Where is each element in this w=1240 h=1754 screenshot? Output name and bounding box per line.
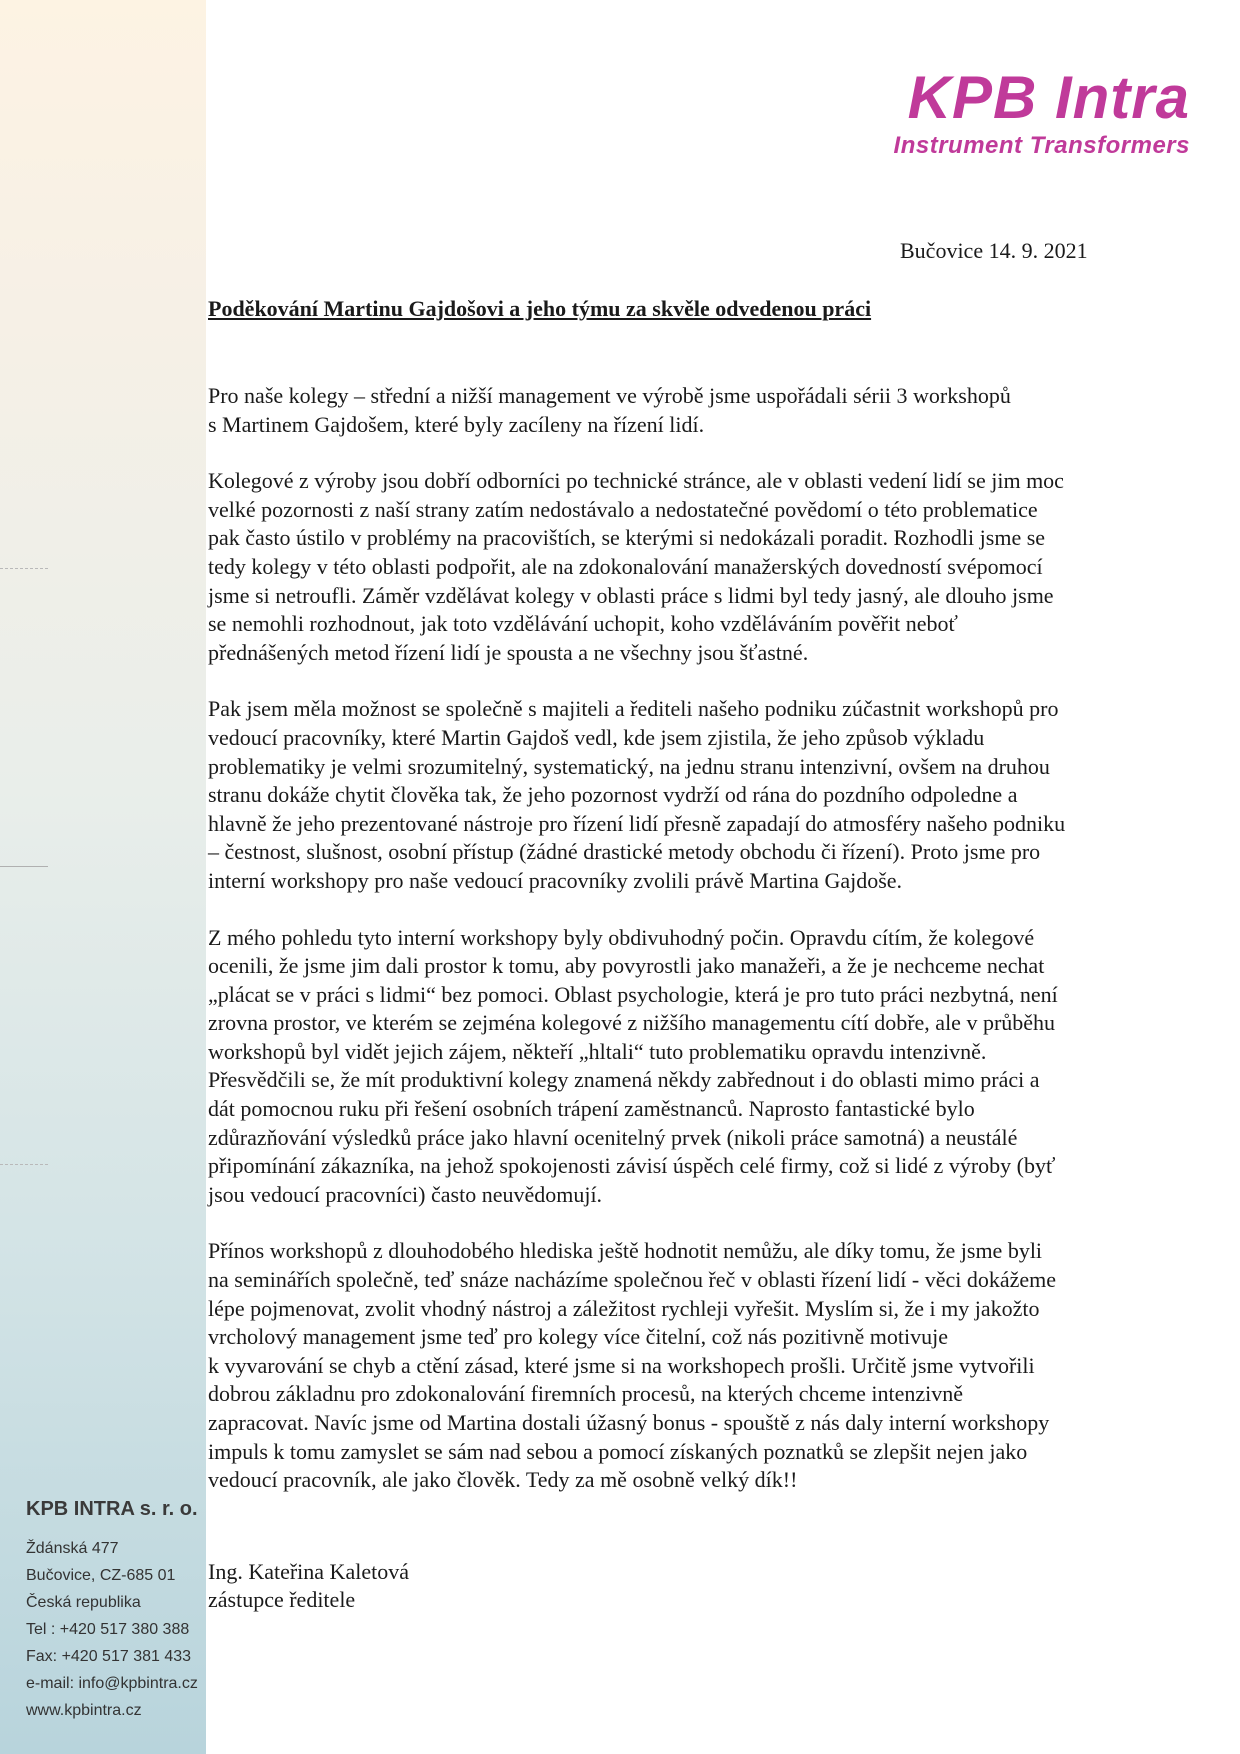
text-line: zdůrazňování výsledků práce jako hlavní ocenitelný prvek (nikoli práce samotná) a neustálé bbox=[208, 1124, 1018, 1150]
letter-date: Bučovice 14. 9. 2021 bbox=[900, 238, 1088, 263]
text-line: „plácat se v práci s lidmi“ bez pomoci. Oblast psychologie, která je pro tuto práci nezbytná, není bbox=[208, 981, 1058, 1007]
email: e-mail: info@kpbintra.cz bbox=[26, 1675, 198, 1692]
punch-mark bbox=[0, 866, 48, 867]
text-line: vedoucí pracovníky, které Martin Gajdoš vedl, kde jsem zjistila, že jeho způsob výkladu bbox=[208, 724, 985, 750]
text-line: interní workshopy pro naše vedoucí pracovníky zvolili právě Martina Gajdoše. bbox=[208, 867, 903, 893]
paragraph bbox=[208, 382, 1198, 439]
text-line: Pak jsem měla možnost se společně s majiteli a řediteli našeho podniku zúčastnit workshopů pro bbox=[208, 696, 1059, 722]
text-line: k vyvarování se chyb a ctění zásad, které jsme si na workshopech prošli. Určitě jsme vytvořili bbox=[208, 1352, 1035, 1378]
logo-subtitle: Instrument Transformers bbox=[893, 132, 1190, 159]
text-line: připomínání zákazníka, na jehož spokojenosti závisí úspěch celé firmy, což si lidé z výroby (byť bbox=[208, 1153, 1056, 1179]
text-line: Kolegové z výroby jsou dobří odborníci po technické stránce, ale v oblasti vedení lidí se jim moc bbox=[208, 468, 1064, 494]
text-line: se nemohli rozhodnout, jak toto vzdělávání uchopit, koho vzděláváním pověřit neboť bbox=[208, 611, 958, 637]
text-line: hlavně že jeho prezentované nástroje pro řízení lidí přesně zapadají do atmosféry našeho podniku bbox=[208, 810, 1066, 836]
text-line: Pro naše kolegy – střední a nižší management ve výrobě jsme uspořádali sérii 3 workshopů bbox=[208, 383, 1011, 408]
company-contact bbox=[26, 1498, 201, 1724]
signatory-role: zástupce ředitele bbox=[208, 1587, 356, 1612]
text-line: stranu dokáže chytit člověka tak, že jeho pozornost vydrží od rána do pozdního odpoledne a bbox=[208, 782, 1018, 808]
text-line: impuls k tomu zamyslet se sám nad sebou a pomocí získaných poznatků se zlepšit nejen jako bbox=[208, 1438, 1028, 1464]
text-line: dát pomocnou ruku při řešení osobních trápení zaměstnanců. Naprosto fantastické bylo bbox=[208, 1096, 975, 1122]
text-line: přednášených metod řízení lidí je spousta a ne všechny jsou šťastné. bbox=[208, 639, 809, 665]
paragraph bbox=[208, 924, 1198, 1210]
company-name: KPB INTRA s. r. o. bbox=[26, 1498, 198, 1520]
fax: Fax: +420 517 381 433 bbox=[26, 1648, 192, 1665]
phone: Tel : +420 517 380 388 bbox=[26, 1621, 190, 1638]
signatory-name: Ing. Kateřina Kaletová bbox=[208, 1559, 409, 1584]
text-line: zrovna prostor, ve kterém se zejména kolegové z nižšího managementu cítí dobře, ale v průběhu bbox=[208, 1010, 1056, 1036]
logo-title: KPB Intra bbox=[907, 64, 1190, 131]
fold-mark bbox=[0, 568, 48, 569]
text-line: Přesvědčili se, že mít produktivní kolegy znamená někdy zabřednout i do oblasti mimo práci a bbox=[208, 1067, 1040, 1093]
text-line: lépe pojmenovat, zvolit vhodný nástroj a záležitost rychleji vyřešit. Myslím si, že i my jakožto bbox=[208, 1295, 1040, 1321]
text-line: vedoucí pracovník, ale jako člověk. Tedy za mě osobně velký dík!! bbox=[208, 1467, 798, 1493]
address-country: Česká republika bbox=[26, 1594, 141, 1611]
text-line: jsou vedoucí pracovníci) často neuvědomují. bbox=[208, 1181, 603, 1207]
address-street: Ždánská 477 bbox=[26, 1540, 119, 1557]
text-line: – čestnost, slušnost, osobní přístup (žádné drastické metody obchodu či řízení). Proto jsme pro bbox=[208, 839, 1041, 865]
text-line: Z mého pohledu tyto interní workshopy byly obdivuhodný počin. Opravdu cítím, že kolegové bbox=[208, 924, 1035, 950]
text-line: tedy kolegy v této oblasti podpořit, ale na zdokonalování manažerských dovedností svépomocí bbox=[208, 553, 1043, 579]
text-line: jsme si netroufli. Záměr vzdělávat kolegy v oblasti práce s lidmi byl tedy jasný, ale dlouho jsme bbox=[208, 582, 1054, 608]
letter-heading: Poděkování Martinu Gajdošovi a jeho týmu za skvěle odvedenou práci bbox=[208, 296, 872, 321]
paragraph bbox=[208, 695, 1198, 895]
text-line: velké pozornosti z naší strany zatím nedostávalo a nedostatečné povědomí o této problematice bbox=[208, 496, 1038, 522]
text-line: workshopů byl vidět jejich zájem, někteří „hltali“ tuto problematiku opravdu intenzivně. bbox=[208, 1038, 987, 1064]
paragraph bbox=[208, 467, 1198, 667]
text-line: na seminářích společně, teď snáze nacházíme společnou řeč v oblasti řízení lidí - věci dokážeme bbox=[208, 1267, 1057, 1293]
letter-body bbox=[208, 382, 1198, 1523]
text-line: dobrou základnu pro zdokonalování firemních procesů, na kterých chceme intenzivně bbox=[208, 1381, 964, 1407]
text-line: zapracovat. Navíc jsme od Martina dostali úžasný bonus - spouště z nás daly interní workshopy bbox=[208, 1410, 1050, 1435]
text-line: s Martinem Gajdošem, které byly zacíleny na řízení lidí. bbox=[208, 411, 705, 437]
text-line: ocenili, že jsme jim dali prostor k tomu, aby povyrostli jako manažeři, a že je nechceme nechat bbox=[208, 953, 1045, 979]
company-logo bbox=[730, 64, 1190, 160]
signature-block bbox=[208, 1558, 409, 1614]
text-line: Přínos workshopů z dlouhodobého hlediska ještě hodnotit nemůžu, ale díky tomu, že jsme byli bbox=[208, 1238, 1043, 1264]
letterhead-sidebar bbox=[0, 0, 206, 1754]
text-line: pak často ústilo v problémy na pracovištích, se kterými si nedokázali poradit. Rozhodli jsme se bbox=[208, 525, 1046, 551]
paragraph bbox=[208, 1237, 1198, 1494]
address-city: Bučovice, CZ-685 01 bbox=[26, 1567, 176, 1584]
fold-mark bbox=[0, 1164, 48, 1165]
website: www.kpbintra.cz bbox=[26, 1702, 142, 1719]
text-line: vrcholový management jsme teď pro kolegy více čitelní, což nás pozitivně motivuje bbox=[208, 1324, 949, 1350]
text-line: problematiky je velmi srozumitelný, systematický, na jednu stranu intenzivní, ovšem na druhou bbox=[208, 753, 1050, 779]
